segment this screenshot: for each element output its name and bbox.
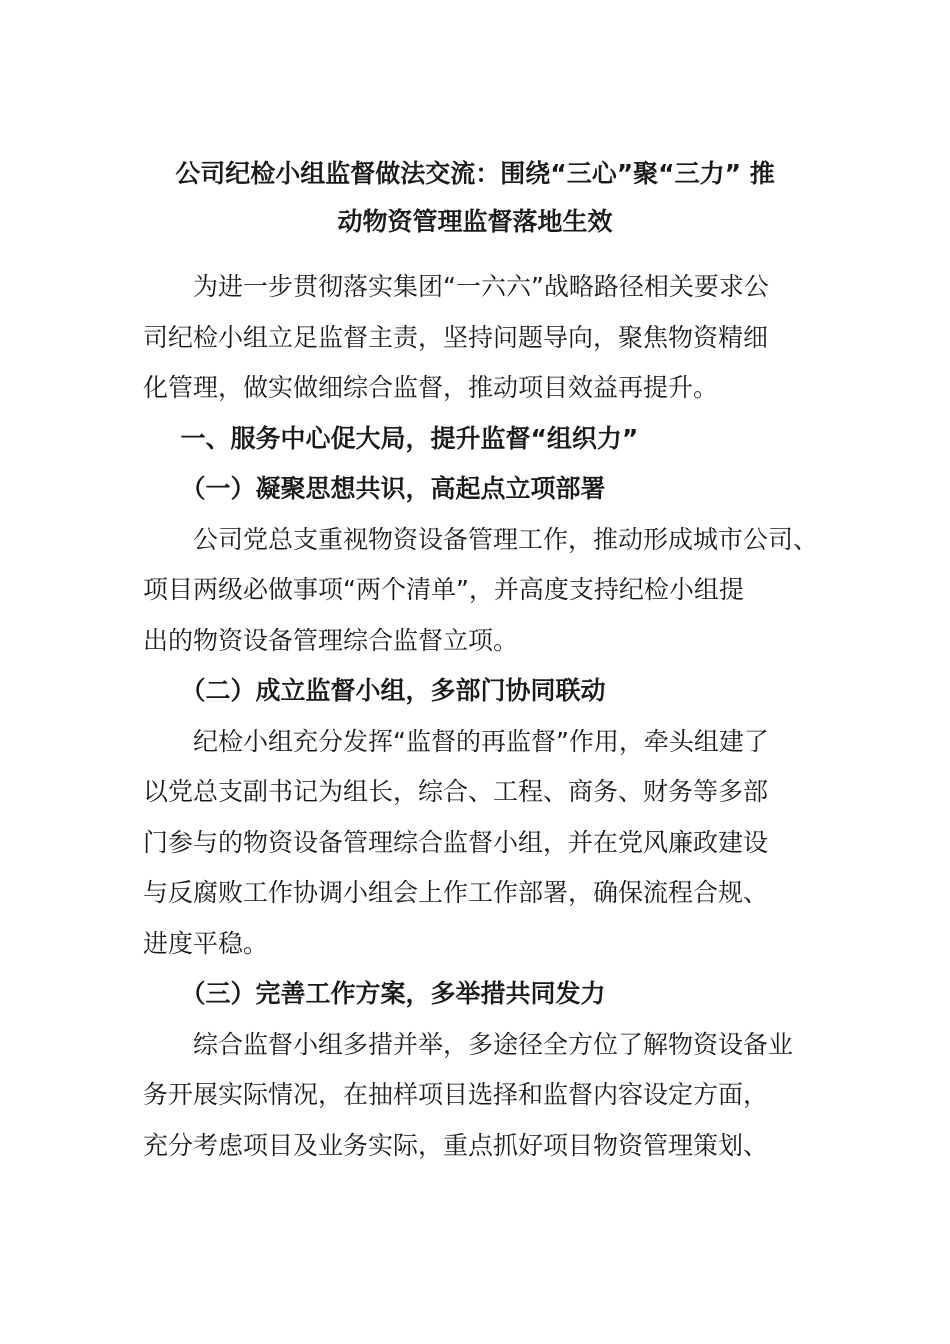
sub3-line-3: 充分考虑项目及业务实际，重点抓好项目物资管理策划、 (143, 1130, 769, 1160)
document-body (143, 262, 819, 1171)
intro-line-3: 化管理，做实做细综合监督，推动项目效益再提升。 (143, 373, 719, 402)
intro-line-2: 司纪检小组立足监督主责，坚持问题导向，聚焦物资精细 (143, 322, 769, 352)
subsection-2-paragraph (143, 717, 807, 970)
subsection-1-paragraph (143, 515, 819, 667)
sub2-line-2: 以党总支副书记为组长，综合、工程、商务、财务等多部 (143, 777, 769, 806)
sub3-line-1: 综合监督小组多措并举，多途径全方位了解物资设备业 (193, 1029, 794, 1059)
title-line-1: 公司纪检小组监督做法交流：围绕“三心”聚“三力” 推 (175, 159, 775, 188)
sub2-line-1: 纪检小组充分发挥“监督的再监督”作用，牵头组建了 (193, 726, 769, 756)
sub2-line-3: 门参与的物资设备管理综合监督小组，并在党风廉政建设 (143, 827, 769, 857)
sub1-line-1: 公司党总支重视物资设备管理工作，推动形成城市公司、 (193, 524, 819, 554)
subsection-2-heading: （二）成立监督小组，多部门协同联动 (180, 676, 606, 705)
subsection-3-heading: （三）完善工作方案，多举措共同发力 (180, 979, 606, 1008)
section-1-heading: 一、服务中心促大局，提升监督“组织力” (180, 423, 639, 453)
document-page (143, 150, 819, 1171)
document-title (143, 150, 807, 246)
sub1-line-2: 项目两级必做事项“两个清单”，并高度支持纪检小组提 (143, 575, 744, 604)
intro-line-1: 为进一步贯彻落实集团“一六六”战略路径相关要求公 (193, 272, 769, 301)
sub2-line-4: 与反腐败工作协调小组会上作工作部署，确保流程合规、 (143, 878, 769, 907)
intro-paragraph (143, 262, 807, 414)
sub2-line-5: 进度平稳。 (143, 928, 269, 958)
title-line-2: 动物资管理监督落地生效 (337, 207, 613, 236)
sub3-line-2: 务开展实际情况，在抽样项目选择和监督内容设定方面， (143, 1080, 769, 1109)
subsection-1-heading: （一）凝聚思想共识，高起点立项部署 (180, 474, 606, 503)
subsection-3-paragraph (143, 1020, 807, 1172)
sub1-line-3: 出的物资设备管理综合监督立项。 (143, 625, 519, 655)
